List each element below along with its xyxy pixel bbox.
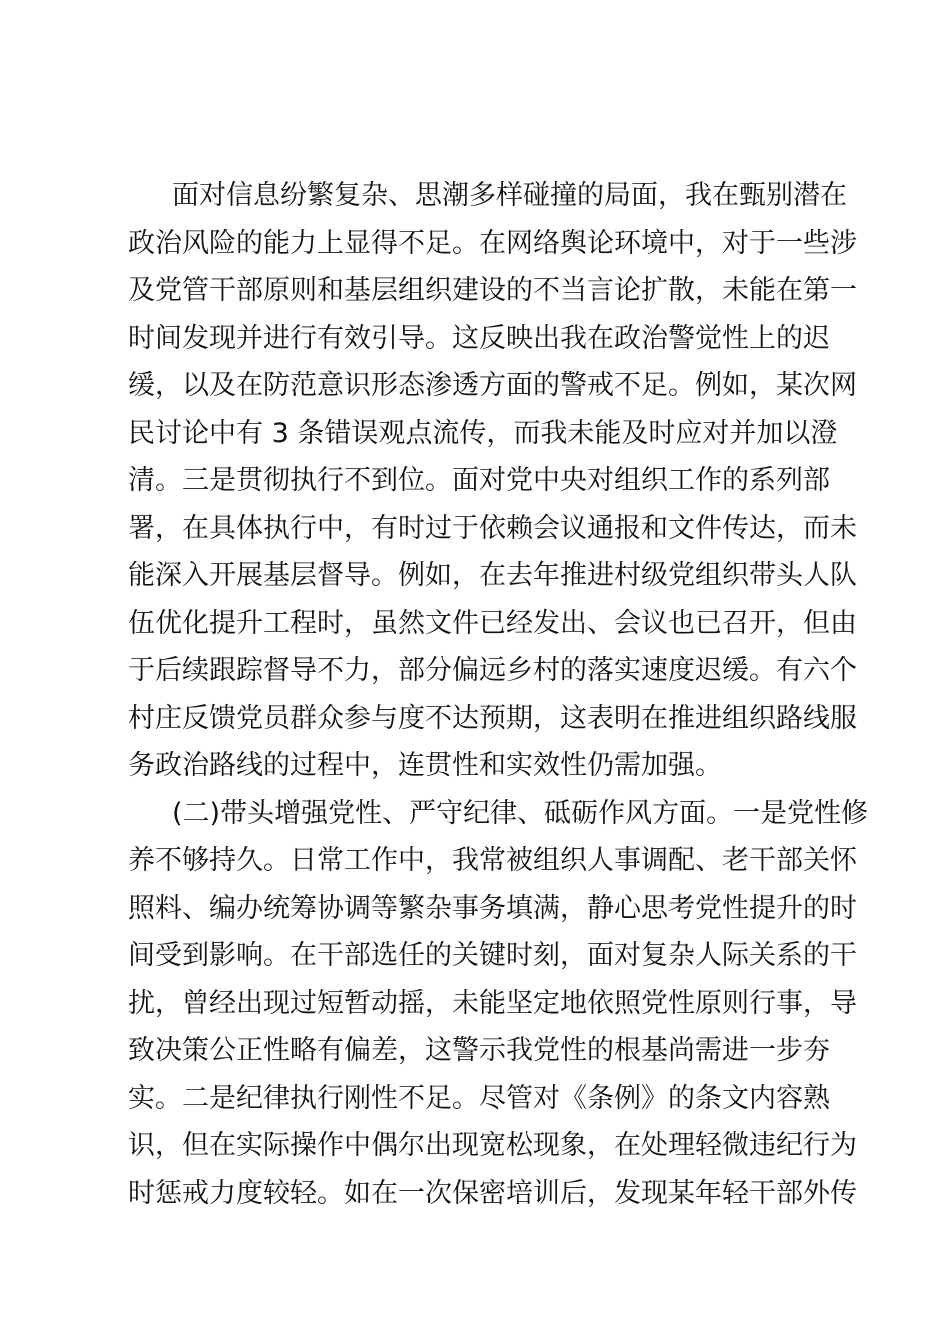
text-line: 政治风险的能力上显得不足。在网络舆论环境中，对于一些涉: [128, 227, 857, 259]
text-line: 能深入开展基层督导。例如，在去年推进村级党组织带头人队: [128, 560, 857, 591]
text-line: 照料、编办统筹协调等繁杂事务填满，静心思考党性提升的时: [128, 892, 857, 924]
text-line: 实。二是纪律执行刚性不足。尽管对《条例》的条文内容熟: [128, 1082, 830, 1114]
paragraph-2: [128, 790, 869, 1218]
text-line: 务政治路线的过程中，连贯性和实效性仍需加强。: [128, 750, 722, 781]
text-line: 时间发现并进行有效引导。这反映出我在政治警觉性上的迟: [128, 322, 830, 354]
text-line: 识，但在实际操作中偶尔出现宽松现象，在处理轻微违纪行为: [128, 1130, 857, 1161]
text-line: 清。三是贯彻执行不到位。面对党中央对组织工作的系列部: [128, 465, 830, 496]
text-line: 间受到影响。在干部选任的关键时刻，面对复杂人际关系的干: [128, 940, 857, 971]
text-line: 及党管干部原则和基层组织建设的不当言论扩散，未能在第一: [128, 275, 857, 306]
text-line: 村庄反馈党员群众参与度不达预期，这表明在推进组织路线服: [128, 702, 857, 734]
text-line: 伍优化提升工程时，虽然文件已经发出、会议也已召开，但由: [128, 607, 857, 639]
text-line: 署，在具体执行中，有时过于依赖会议通报和文件传达，而未: [128, 512, 857, 544]
text-line: 养不够持久。日常工作中，我常被组织人事调配、老干部关怀: [128, 845, 857, 876]
text-line: 民讨论中有 3 条错误观点流传，而我未能及时应对并加以澄: [128, 417, 838, 449]
text-line: 扰，曾经出现过短暂动摇，未能坚定地依照党性原则行事，导: [128, 987, 857, 1019]
paragraph-1: [128, 172, 857, 790]
text-line: 面对信息纷繁复杂、思潮多样碰撞的局面，我在甄别潜在: [172, 180, 847, 211]
text-line: 致决策公正性略有偏差，这警示我党性的根基尚需进一步夯: [128, 1035, 830, 1066]
body-text: [128, 172, 869, 1217]
text-line: 时惩戒力度较轻。如在一次保密培训后，发现某年轻干部外传: [128, 1177, 857, 1209]
text-line: (二)带头增强党性、严守纪律、砥砺作风方面。一是党性修: [172, 797, 869, 829]
text-line: 于后续跟踪督导不力，部分偏远乡村的落实速度迟缓。有六个: [128, 655, 857, 686]
text-line: 缓，以及在防范意识形态渗透方面的警戒不足。例如，某次网: [128, 370, 857, 401]
